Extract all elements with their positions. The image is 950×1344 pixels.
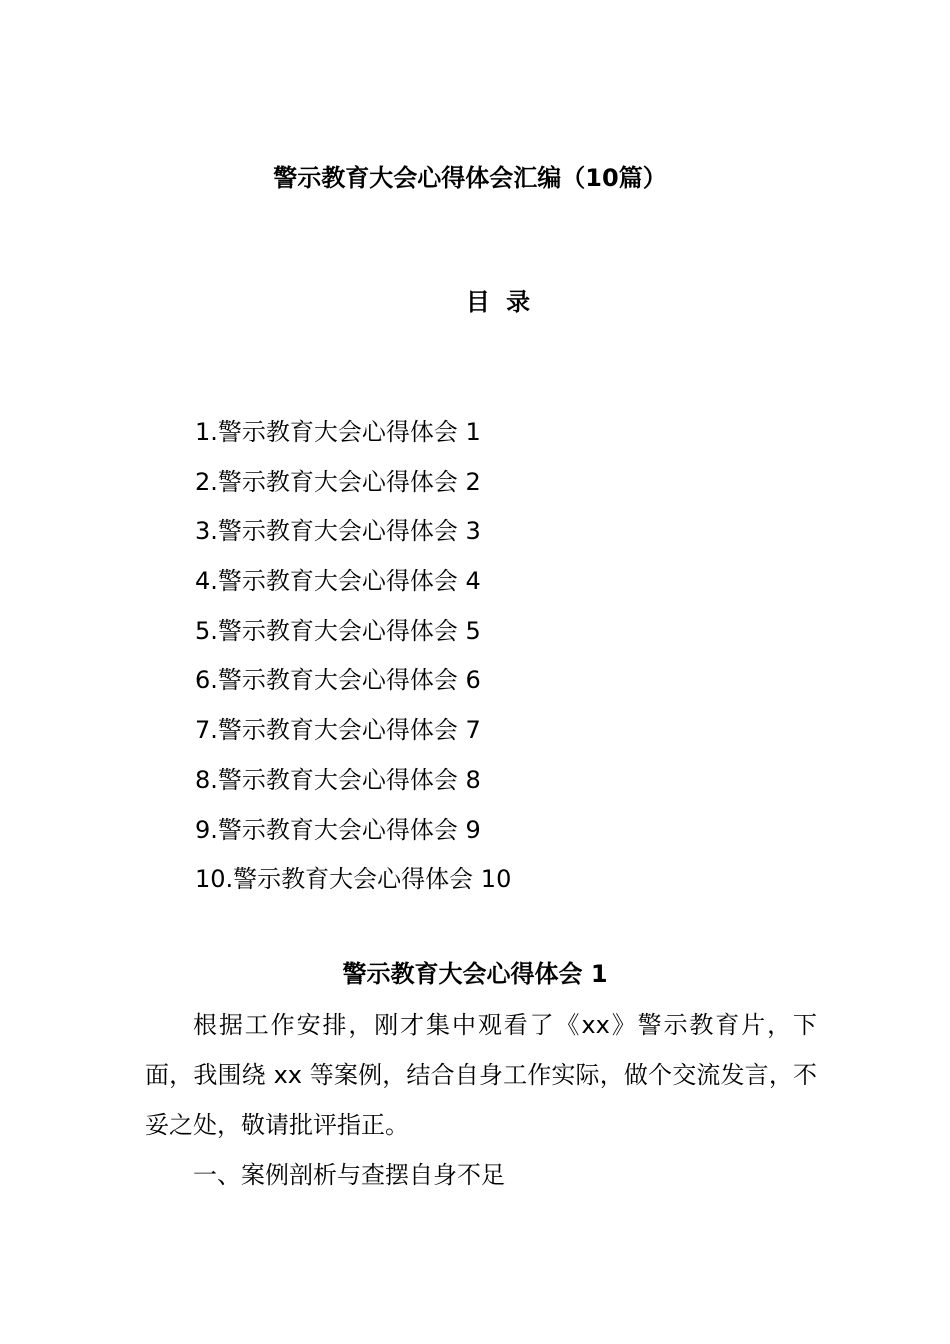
toc-item-2[interactable]: 2.警示教育大会心得体会 2 xyxy=(195,467,481,496)
toc-item-5[interactable]: 5.警示教育大会心得体会 5 xyxy=(195,616,481,645)
section-title: 警示教育大会心得体会 1 xyxy=(342,960,608,988)
toc-item-4[interactable]: 4.警示教育大会心得体会 4 xyxy=(195,567,481,596)
document-title: 警示教育大会心得体会汇编（10篇） xyxy=(273,164,667,192)
toc-heading: 目 录 xyxy=(465,288,535,316)
toc-item-6[interactable]: 6.警示教育大会心得体会 6 xyxy=(195,666,481,695)
toc-item-1[interactable]: 1.警示教育大会心得体会 1 xyxy=(195,418,481,446)
paragraph-intro: 根据工作安排，刚才集中观看了《xx》警示教育片，下面，我围绕 xx 等案例，结合自身工作实际，做个交流发言，不妥之处，敬请批评指正。 xyxy=(145,1011,817,1139)
toc-item-9[interactable]: 9.警示教育大会心得体会 9 xyxy=(195,815,481,844)
body-text xyxy=(145,1000,817,1200)
toc-item-8[interactable]: 8.警示教育大会心得体会 8 xyxy=(195,765,481,794)
toc-item-10[interactable]: 10.警示教育大会心得体会 10 xyxy=(195,865,512,894)
toc-item-3[interactable]: 3.警示教育大会心得体会 3 xyxy=(195,517,481,546)
toc-item-7[interactable]: 7.警示教育大会心得体会 7 xyxy=(195,716,481,745)
paragraph-heading-1: 一、案例剖析与查摆自身不足 xyxy=(193,1161,505,1189)
table-of-contents xyxy=(195,408,511,905)
